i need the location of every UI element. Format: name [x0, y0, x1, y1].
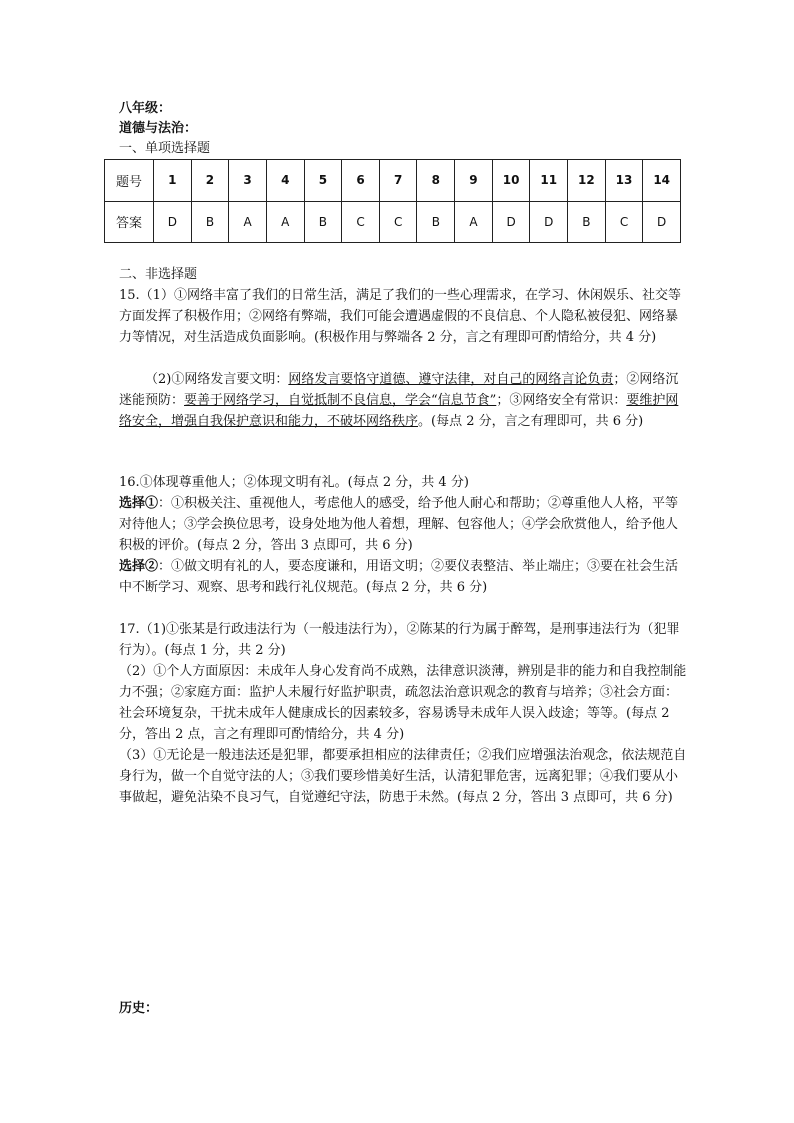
q15-p2-underline-3: 要维护网络安全，增强自我保护意识和能力，不破坏网络秩序 — [119, 393, 679, 429]
question-number: 3 — [229, 160, 267, 202]
answer-cell: A — [455, 201, 493, 243]
question-number: 6 — [342, 160, 380, 202]
question-number: 10 — [492, 160, 530, 202]
answer-table — [104, 159, 681, 243]
q15-p2-underline-1: 网络发言要恪守道德、遵守法律，对自己的网络言论负责 — [288, 372, 614, 387]
row-label-answer: 答案 — [105, 201, 154, 243]
answer-cell: C — [605, 201, 643, 243]
q16-choice-2 — [119, 556, 689, 598]
question-number: 2 — [191, 160, 229, 202]
subject-heading: 道德与法治： — [119, 121, 198, 136]
answer-cell: D — [643, 201, 681, 243]
answer-cell: D — [492, 201, 530, 243]
question-number: 11 — [530, 160, 568, 202]
answer-cell: A — [229, 201, 267, 243]
row-label-number: 题号 — [105, 160, 154, 202]
answer-cell: C — [379, 201, 417, 243]
answer-cell: A — [266, 201, 304, 243]
answer-cell: B — [191, 201, 229, 243]
q15-p2-mid-1: ；②网络沉迷能预防： — [119, 372, 679, 408]
table-row-answers — [105, 201, 681, 243]
q15-p2-mid-2: ；③网络安全有常识： — [496, 393, 627, 408]
answer-cell: C — [342, 201, 380, 243]
q15-p2-tail: 。(每点 2 分，言之有理即可，共 6 分) — [418, 414, 644, 429]
question-number: 1 — [154, 160, 192, 202]
question-number: 13 — [605, 160, 643, 202]
question-number: 5 — [304, 160, 342, 202]
q15-p2-underline-2: 要善于网络学习，自觉抵制不良信息，学会“信息节食” — [184, 393, 497, 408]
section-non-choice: 二、非选择题 — [119, 267, 198, 282]
grade-heading: 八年级： — [119, 101, 172, 116]
answer-cell: B — [304, 201, 342, 243]
q15-part1: 15.（1）①网络丰富了我们的日常生活，满足了我们的一些心理需求，在学习、休闲娱乐、社交等方面发挥了积极作用；②网络有弊端，我们可能会遭遇虚假的不良信息、个人隐私被侵犯、网络暴力等情况，对生活造成负面影响。(积极作用与弊端各 2 分，言之有理即可酌情给分，共 4 分) — [119, 288, 681, 345]
q16-choice-1-label: 选择① — [119, 496, 159, 511]
answer-cell: D — [154, 201, 192, 243]
section-single-choice: 一、单项选择题 — [119, 141, 211, 156]
question-number: 9 — [455, 160, 493, 202]
q15-part2 — [119, 369, 689, 432]
q17-part2: （2）①个人方面原因：未成年人身心发育尚不成熟，法律意识淡薄，辨别是非的能力和自我控制能力不强；②家庭方面：监护人未履行好监护职责，疏忽法治意识观念的教育与培养；③社会方面：社会环境复杂，干扰未成年人健康成长的因素较多，容易诱导未成年人误入歧途；等等。(每点 2 分，答出 2 点，言之有理即可酌情给分，共 4 分) — [119, 664, 687, 742]
q17-part1: 17.（1)①张某是行政违法行为（一般违法行为），②陈某的行为属于醉驾，是刑事违法行为（犯罪行为）。(每点 1 分，共 2 分) — [119, 622, 680, 658]
question-number: 7 — [379, 160, 417, 202]
question-number: 14 — [643, 160, 681, 202]
q16-choice-2-text: ：①做文明有礼的人，要态度谦和，用语文明；②要仪表整洁、举止端庄；③要在社会生活中不断学习、观察、思考和践行礼仪规范。(每点 2 分，共 6 分) — [119, 559, 679, 595]
question-number: 12 — [568, 160, 606, 202]
question-number: 4 — [266, 160, 304, 202]
history-heading: 历史： — [119, 1001, 159, 1016]
q16-intro: 16.①体现尊重他人；②体现文明有礼。(每点 2 分，共 4 分) — [119, 475, 469, 490]
q16-choice-2-label: 选择② — [119, 559, 159, 574]
answer-cell: D — [530, 201, 568, 243]
q15-p2-lead: （2)①网络发言要文明： — [145, 372, 289, 387]
answer-cell: B — [568, 201, 606, 243]
answer-cell: B — [417, 201, 455, 243]
table-row-numbers — [105, 160, 681, 202]
q16-choice-1 — [119, 493, 689, 556]
question-number: 8 — [417, 160, 455, 202]
q17-part3: （3）①无论是一般违法还是犯罪，都要承担相应的法律责任；②我们应增强法治观念，依法规范自身行为，做一个自觉守法的人；③我们要珍惜美好生活，认清犯罪危害，远离犯罪；④我们要从小事做起，避免沾染不良习气，自觉遵纪守法，防患于未然。(每点 2 分，答出 3 点即可，共 6 分) — [119, 748, 687, 805]
q16-choice-1-text: ：①积极关注、重视他人，考虑他人的感受，给予他人耐心和帮助；②尊重他人人格，平等对待他人；③学会换位思考，设身处地为他人着想，理解、包容他人；④学会欣赏他人，给予他人积极的评价。(每点 2 分，答出 3 点即可，共 6 分) — [119, 496, 679, 553]
